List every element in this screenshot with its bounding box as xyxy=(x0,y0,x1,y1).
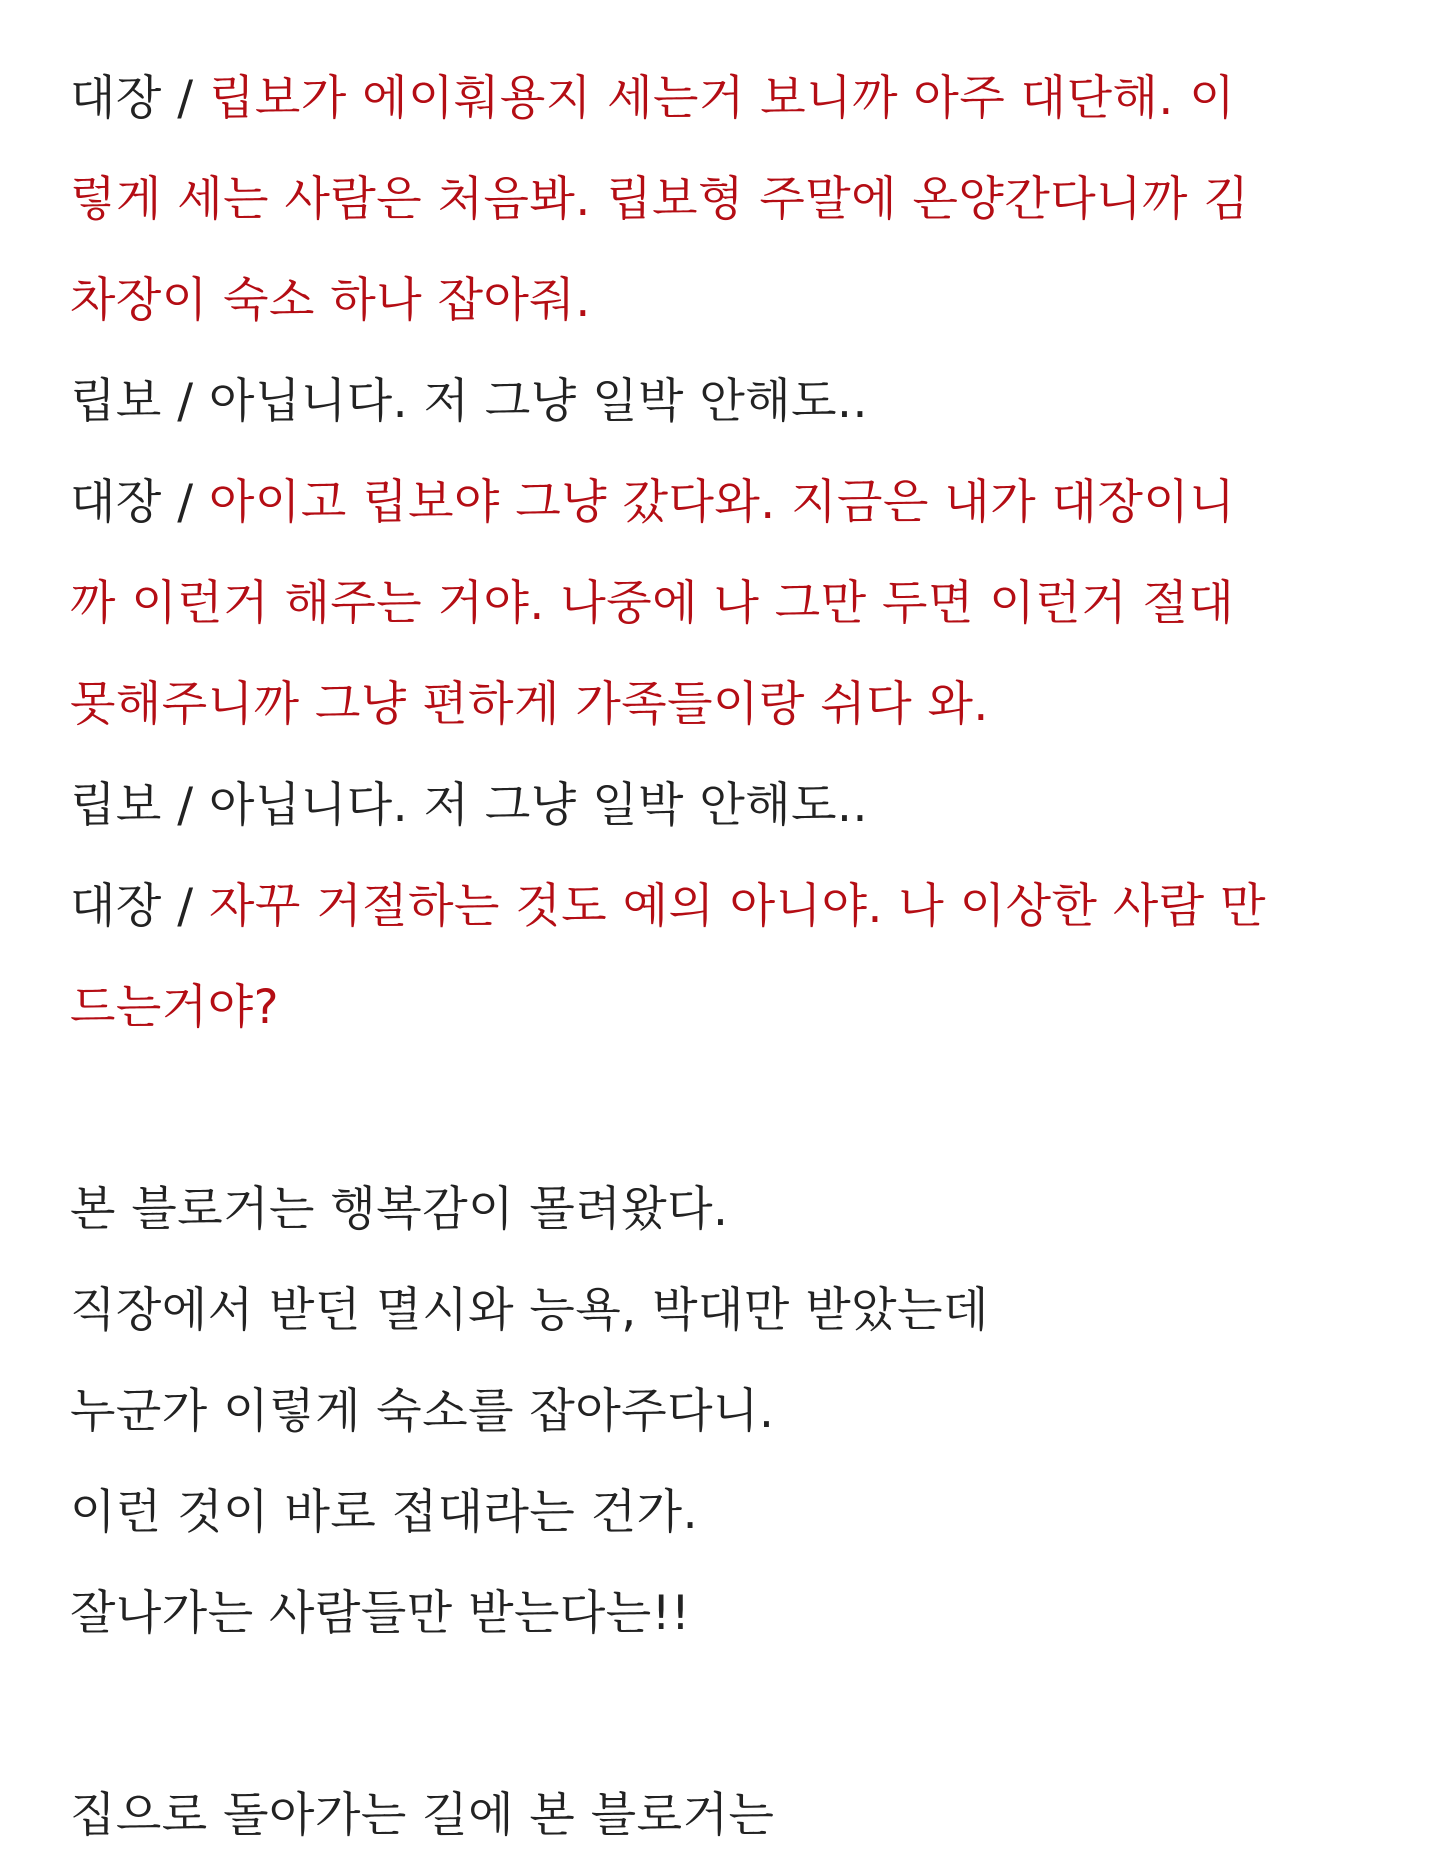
narration-line: 이런 것이 바로 접대라는 건가. xyxy=(70,1485,699,1540)
speech-text: 아닙니다. 저 그냥 일박 안해도.. xyxy=(209,374,868,429)
speaker-label: 립보 / xyxy=(70,778,210,833)
speech-text: 립보가 에이훠용지 세는거 보니까 아주 대단해. 이 xyxy=(209,71,1236,126)
article-body xyxy=(70,48,1400,1866)
closing-paragraph xyxy=(70,1765,1400,1866)
dialogue-line xyxy=(70,452,1400,553)
narration-line: 집으로 돌아가는 길에 본 블로거는 xyxy=(70,1788,775,1843)
speech-text: 까 이런거 해주는 거야. 나중에 나 그만 두면 이런거 절대 xyxy=(70,576,1235,631)
dialogue-block-1 xyxy=(70,48,1400,351)
narration-line: 누군가 이렇게 숙소를 잡아주다니. xyxy=(70,1384,775,1439)
paragraph-gap xyxy=(70,1058,1400,1159)
speech-text: 드는거야? xyxy=(70,980,280,1035)
speaker-label: 립보 / xyxy=(70,374,210,429)
dialogue-block-5 xyxy=(70,856,1400,1058)
dialogue-line xyxy=(70,48,1400,149)
speech-text: 아이고 립보야 그냥 갔다와. 지금은 내가 대장이니 xyxy=(209,475,1236,530)
dialogue-block-2 xyxy=(70,351,1400,452)
speech-text: 자꾸 거절하는 것도 예의 아니야. 나 이상한 사람 만 xyxy=(209,879,1267,934)
speaker-label: 대장 / xyxy=(70,475,210,530)
speaker-label: 대장 / xyxy=(70,879,210,934)
speech-text: 차장이 숙소 하나 잡아줘. xyxy=(70,273,591,328)
narration-line: 직장에서 받던 멸시와 능욕, 박대만 받았는데 xyxy=(70,1283,989,1338)
speech-text: 못해주니까 그냥 편하게 가족들이랑 쉬다 와. xyxy=(70,677,989,732)
dialogue-line xyxy=(70,755,1400,856)
dialogue-line xyxy=(70,351,1400,452)
narration-paragraph xyxy=(70,1159,1400,1664)
speech-text: 렇게 세는 사람은 처음봐. 립보형 주말에 온양간다니까 김 xyxy=(70,172,1250,227)
paragraph-gap xyxy=(70,1664,1400,1765)
narration-line: 본 블로거는 행복감이 몰려왔다. xyxy=(70,1182,729,1237)
speech-text: 아닙니다. 저 그냥 일박 안해도.. xyxy=(209,778,868,833)
dialogue-line xyxy=(70,856,1400,957)
narration-line: 잘나가는 사람들만 받는다는!! xyxy=(70,1586,691,1641)
speaker-label: 대장 / xyxy=(70,71,210,126)
dialogue-block-3 xyxy=(70,452,1400,755)
dialogue-block-4 xyxy=(70,755,1400,856)
